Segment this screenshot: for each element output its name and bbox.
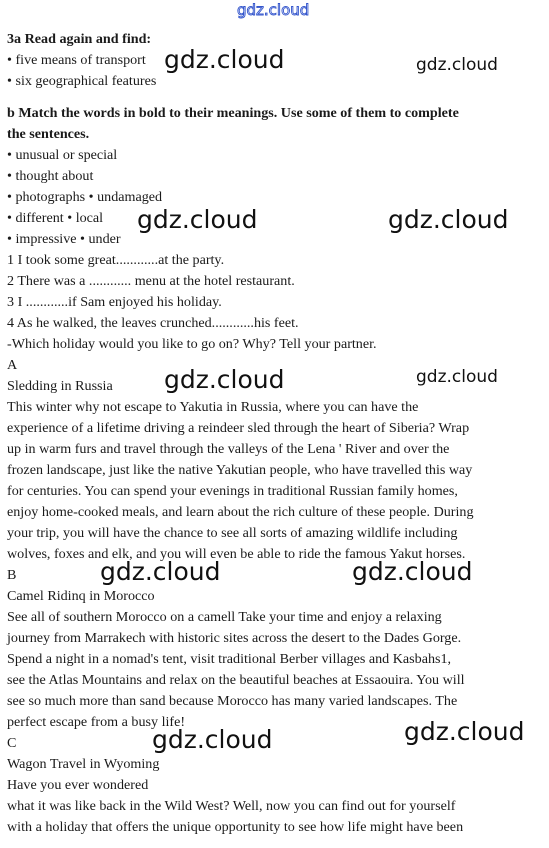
discussion-prompt: -Which holiday would you like to go on? Why? Tell your partner.: [7, 336, 377, 352]
paragraph-line: Have you ever wondered: [7, 777, 149, 793]
paragraph-line: what it was like back in the Wild West? Well, now you can find out for yourself: [7, 798, 456, 814]
watermark: gdz.cloud: [352, 557, 473, 586]
paragraph-line: journey from Marrakech with historic sites across the desert to the Dades Gorge.: [7, 630, 462, 646]
top-watermark: gdz.cloud: [237, 1, 310, 19]
watermark: gdz.cloud: [137, 205, 258, 234]
text-a-letter: A: [7, 357, 18, 373]
paragraph-line: your trip, you will have the chance to see all sorts of amazing wildlife including: [7, 525, 458, 541]
watermark: gdz.cloud: [416, 367, 498, 387]
task-3b-heading: the sentences.: [7, 126, 90, 142]
text-a-title: Sledding in Russia: [7, 378, 113, 394]
paragraph-line: wolves, foxes and elk, and you will even be able to ride the famous Yakut horses.: [7, 546, 466, 562]
list-item: • five means of transport: [7, 52, 146, 68]
task-3a-heading: 3a Read again and find:: [7, 31, 152, 47]
paragraph-line: enjoy home-cooked meals, and learn about the rich culture of these people. During: [7, 504, 474, 520]
watermark: gdz.cloud: [100, 557, 221, 586]
meaning-item: • photographs • undamaged: [7, 189, 163, 205]
meaning-item: • unusual or special: [7, 147, 118, 163]
sentence: 4 As he walked, the leaves crunched............his feet.: [7, 315, 299, 331]
meaning-item: • impressive • under: [7, 231, 121, 247]
paragraph-line: experience of a lifetime driving a reindeer sled through the heart of Siberia? Wrap: [7, 420, 470, 436]
list-item: • six geographical features: [7, 73, 157, 89]
watermark: gdz.cloud: [164, 365, 285, 394]
paragraph-line: See all of southern Morocco on a camell Take your time and enjoy a relaxing: [7, 609, 442, 625]
text-c-letter: C: [7, 735, 17, 751]
paragraph-line: for centuries. You can spend your evenings in traditional Russian family homes,: [7, 483, 458, 499]
sentence: 3 I ............if Sam enjoyed his holiday.: [7, 294, 222, 310]
watermark: gdz.cloud: [152, 725, 273, 754]
watermark: gdz.cloud: [416, 55, 498, 75]
paragraph-line: This winter why not escape to Yakutia in Russia, where you can have the: [7, 399, 419, 415]
sentence: 1 I took some great............at the party.: [7, 252, 225, 268]
text-b-letter: B: [7, 567, 17, 583]
meaning-item: • different • local: [7, 210, 104, 226]
paragraph-line: frozen landscape, just like the native Yakutian people, who have travelled this way: [7, 462, 473, 478]
text-b-title: Camel Ridinq in Morocco: [7, 588, 155, 604]
sentence: 2 There was a ............ menu at the hotel restaurant.: [7, 273, 295, 289]
meaning-item: • thought about: [7, 168, 94, 184]
task-3b-heading: b Match the words in bold to their meanings. Use some of them to complete: [7, 105, 459, 121]
watermark: gdz.cloud: [164, 45, 285, 74]
paragraph-line: Spend a night in a nomad's tent, visit traditional Berber villages and Kasbahs1,: [7, 651, 452, 667]
paragraph-line: with a holiday that offers the unique opportunity to see how life might have been: [7, 819, 464, 835]
paragraph-line: up in warm furs and travel through the valleys of the Lena ' River and over the: [7, 441, 450, 457]
paragraph-line: see so much more than sand because Morocco has many varied landscapes. The: [7, 693, 458, 709]
paragraph-line: see the Atlas Mountains and relax on the beautiful beaches at Essaouira. You will: [7, 672, 465, 688]
paragraph-line: perfect escape from a busy life!: [7, 714, 186, 730]
text-c-title: Wagon Travel in Wyoming: [7, 756, 160, 772]
watermark: gdz.cloud: [404, 717, 525, 746]
watermark: gdz.cloud: [388, 205, 509, 234]
